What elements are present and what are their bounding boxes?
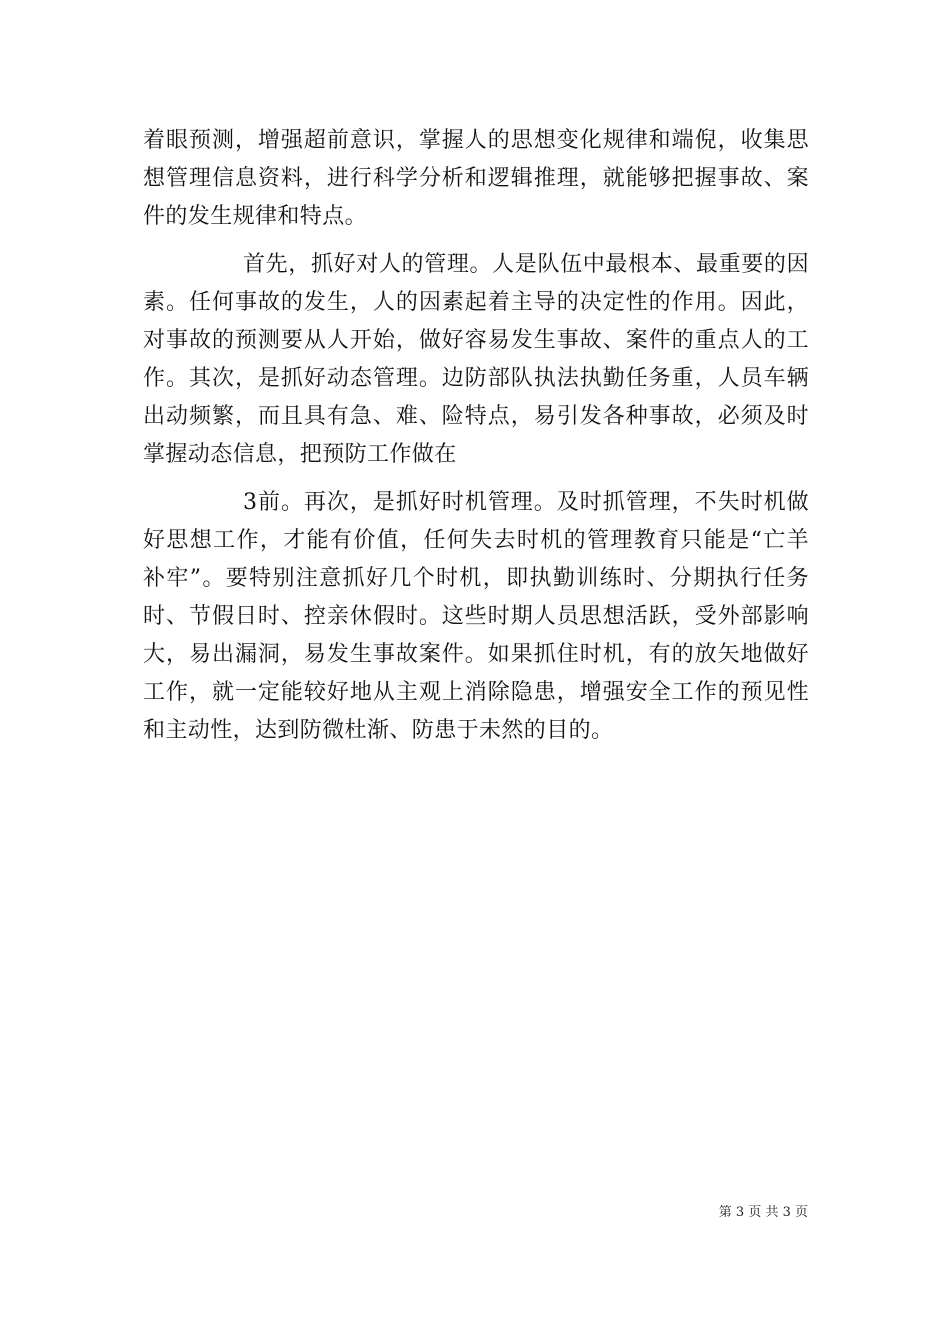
- text-line: 好思想工作，才能有价值，任何失去时机的管理教育只能是“亡羊: [143, 528, 809, 553]
- text-line: 想管理信息资料，进行科学分析和逻辑推理，就能够把握事故、案: [143, 166, 809, 191]
- paragraph-1: [143, 122, 809, 236]
- paragraph-2: [143, 246, 809, 474]
- text-line: 和主动性，达到防微杜渐、防患于未然的目的。: [143, 718, 614, 743]
- text-line: 对事故的预测要从人开始，做好容易发生事故、案件的重点人的工: [143, 328, 809, 353]
- text-line: 件的发生规律和特点。: [143, 204, 368, 229]
- text-line: 补牢”。要特别注意抓好几个时机，即执勤训练时、分期执行任务: [143, 566, 809, 591]
- page-number-footer: 第 3 页 共 3 页: [718, 1205, 808, 1220]
- text-line: 首先，抓好对人的管理。人是队伍中最根本、最重要的因: [243, 252, 809, 277]
- document-body: [143, 122, 809, 750]
- paragraph-gap: [143, 236, 809, 246]
- paragraph-gap: [143, 474, 809, 484]
- text-line: 掌握动态信息，把预防工作做在: [143, 442, 457, 467]
- text-line: 大，易出漏洞，易发生事故案件。如果抓住时机，有的放矢地做好: [143, 642, 809, 667]
- text-line: 出动频繁，而且具有急、难、险特点，易引发各种事故，必须及时: [143, 404, 809, 429]
- text-line: 工作，就一定能较好地从主观上消除隐患，增强安全工作的预见性: [143, 680, 809, 705]
- paragraph-3: [143, 484, 809, 750]
- text-line: 作。其次，是抓好动态管理。边防部队执法执勤任务重，人员车辆: [143, 366, 809, 391]
- text-line: 着眼预测，增强超前意识，掌握人的思想变化规律和端倪，收集思: [143, 128, 809, 153]
- text-line: 3前。再次，是抓好时机管理。及时抓管理，不失时机做: [243, 490, 809, 515]
- text-line: 素。任何事故的发生，人的因素起着主导的决定性的作用。因此，: [143, 290, 809, 315]
- text-line: 时、节假日时、控亲休假时。这些时期人员思想活跃，受外部影响: [143, 604, 809, 629]
